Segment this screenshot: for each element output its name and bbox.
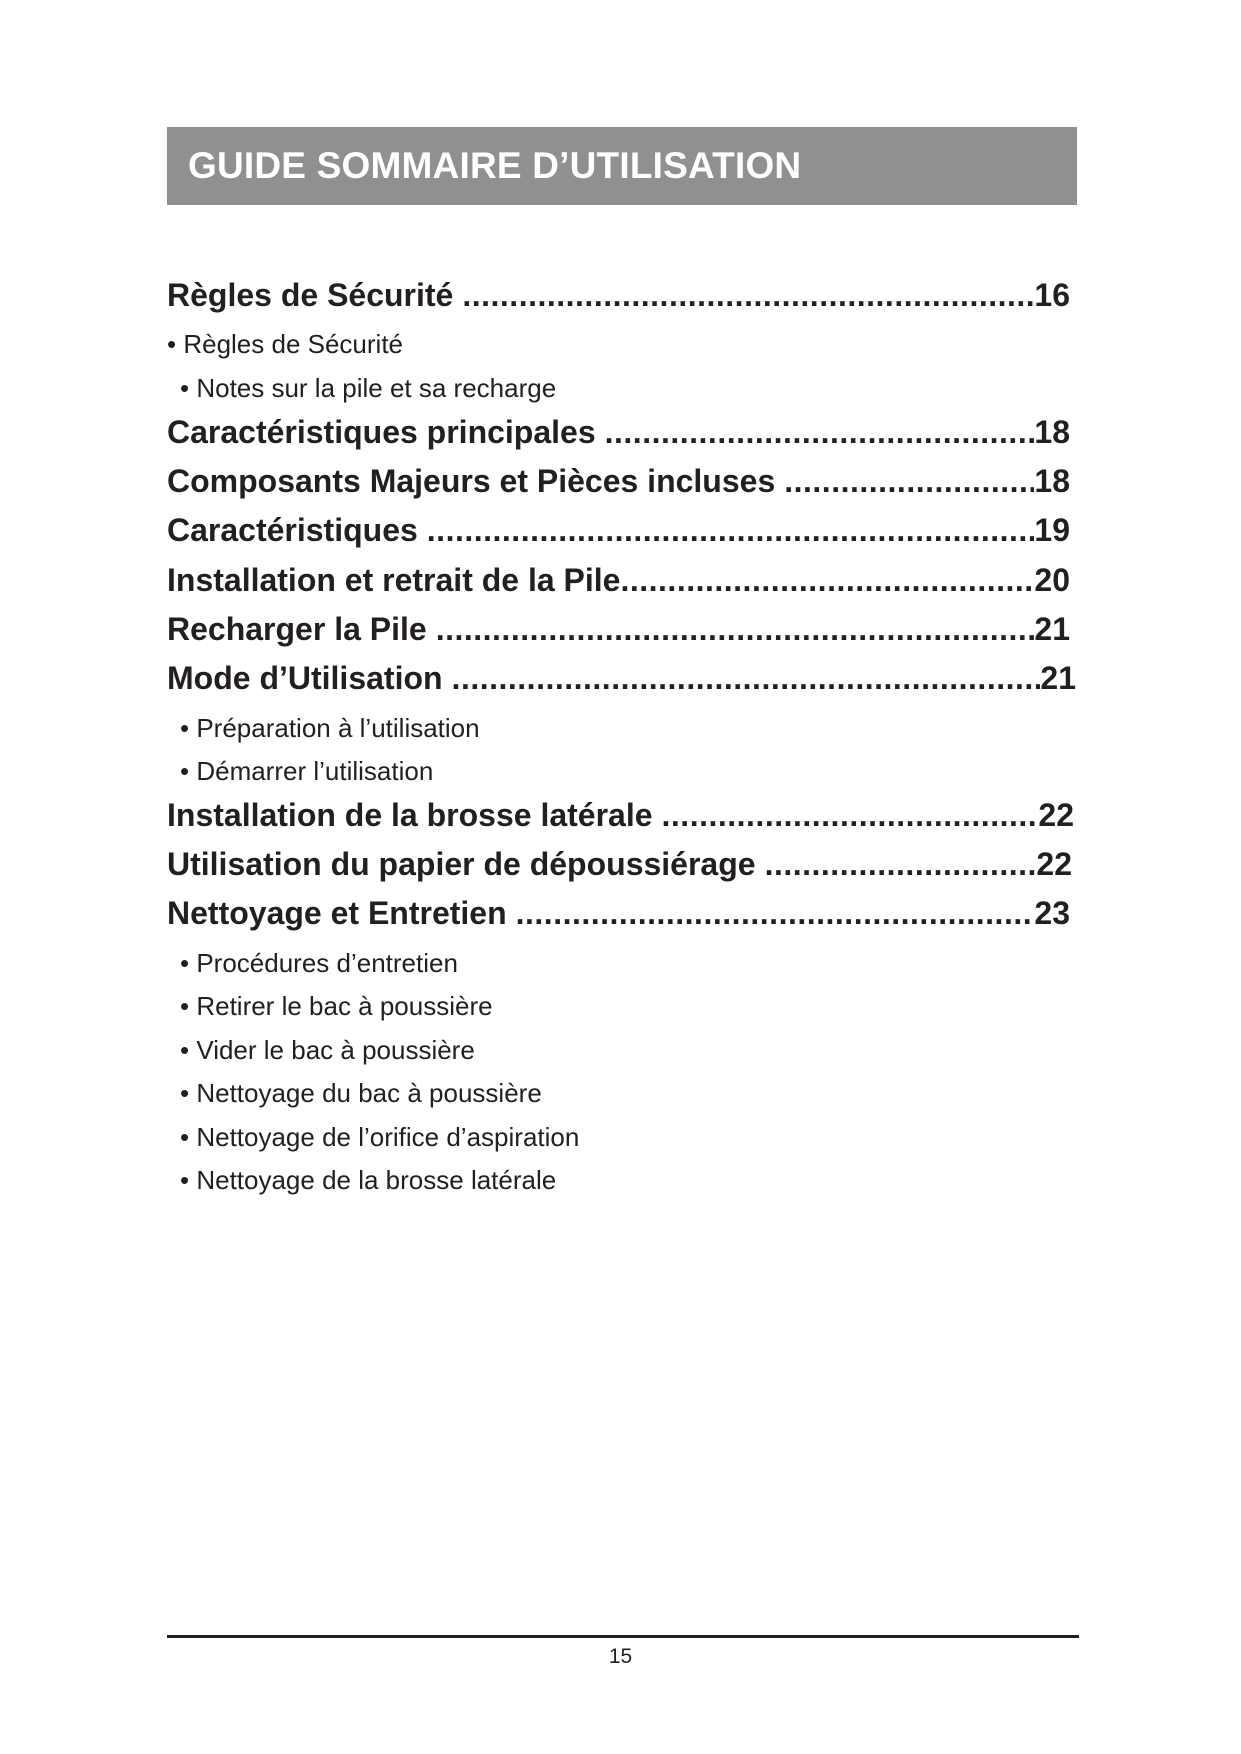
toc-subitem: • Démarrer l’utilisation <box>180 756 434 786</box>
toc-entry-page: 22 <box>1038 797 1074 833</box>
toc-leader-dots <box>605 410 1035 454</box>
toc-entry-label: Nettoyage et Entretien <box>167 895 507 931</box>
toc-subitem: • Nettoyage du bac à poussière <box>180 1078 542 1108</box>
toc-subitem: • Préparation à l’utilisation <box>180 713 480 743</box>
toc-subitem: • Nettoyage de l’orifice d’aspiration <box>180 1122 580 1152</box>
toc-entry-label: Mode d’Utilisation <box>167 660 443 696</box>
toc-entry[interactable] <box>167 793 1074 837</box>
toc-leader-dots <box>462 273 1034 317</box>
page-number: 15 <box>608 1645 633 1668</box>
toc-entry-label: Recharger la Pile <box>167 611 427 647</box>
toc-subitem: • Retirer le bac à poussière <box>180 991 493 1021</box>
page-title: GUIDE SOMMAIRE D’UTILISATION <box>188 145 802 186</box>
toc-leader-dots <box>516 891 1035 935</box>
toc-leader-dots <box>662 793 1039 837</box>
toc-subitem: • Vider le bac à poussière <box>180 1035 475 1065</box>
toc-entry-label: Composants Majeurs et Pièces incluses <box>167 463 776 499</box>
toc-subitem: • Notes sur la pile et sa recharge <box>180 373 557 403</box>
toc-entry[interactable] <box>167 508 1070 552</box>
toc-subitem: • Procédures d’entretien <box>180 948 458 978</box>
toc-leader-dots <box>620 558 1034 602</box>
toc-entry[interactable] <box>167 891 1070 935</box>
toc-entry-page: 21 <box>1034 611 1070 647</box>
toc-leader-dots <box>784 459 1034 503</box>
toc-subitem: • Nettoyage de la brosse latérale <box>180 1165 557 1195</box>
footer-divider <box>167 1635 1079 1638</box>
toc-entry[interactable] <box>167 459 1070 503</box>
toc-entry[interactable] <box>167 607 1070 651</box>
toc-entry[interactable] <box>167 842 1072 886</box>
toc-entry[interactable] <box>167 656 1076 700</box>
toc-entry-page: 16 <box>1034 277 1070 313</box>
toc-entry-label: Installation de la brosse latérale <box>167 797 653 833</box>
toc-leader-dots <box>765 842 1037 886</box>
toc-entry[interactable] <box>167 558 1070 602</box>
toc-entry-page: 22 <box>1036 846 1072 882</box>
toc-entry-page: 19 <box>1034 512 1070 548</box>
toc-subitem: • Règles de Sécurité <box>167 329 404 359</box>
title-bar <box>167 127 1077 205</box>
toc-entry-page: 18 <box>1034 463 1070 499</box>
toc-entry-page: 23 <box>1034 895 1070 931</box>
toc-entry-label: Utilisation du papier de dépoussiérage <box>167 846 756 882</box>
toc-entry-label: Installation et retrait de la Pile <box>167 562 621 598</box>
toc-entry-page: 18 <box>1034 414 1070 450</box>
toc-entry[interactable] <box>167 273 1070 317</box>
toc-entry-page: 21 <box>1040 660 1076 696</box>
toc-entry[interactable] <box>167 410 1070 454</box>
toc-entry-label: Caractéristiques principales <box>167 414 596 450</box>
toc-entry-label: Caractéristiques <box>167 512 418 548</box>
toc-leader-dots <box>452 656 1041 700</box>
toc-entry-label: Règles de Sécurité <box>167 277 454 313</box>
toc-leader-dots <box>436 607 1035 651</box>
toc-leader-dots <box>427 508 1035 552</box>
toc-entry-page: 20 <box>1034 562 1070 598</box>
